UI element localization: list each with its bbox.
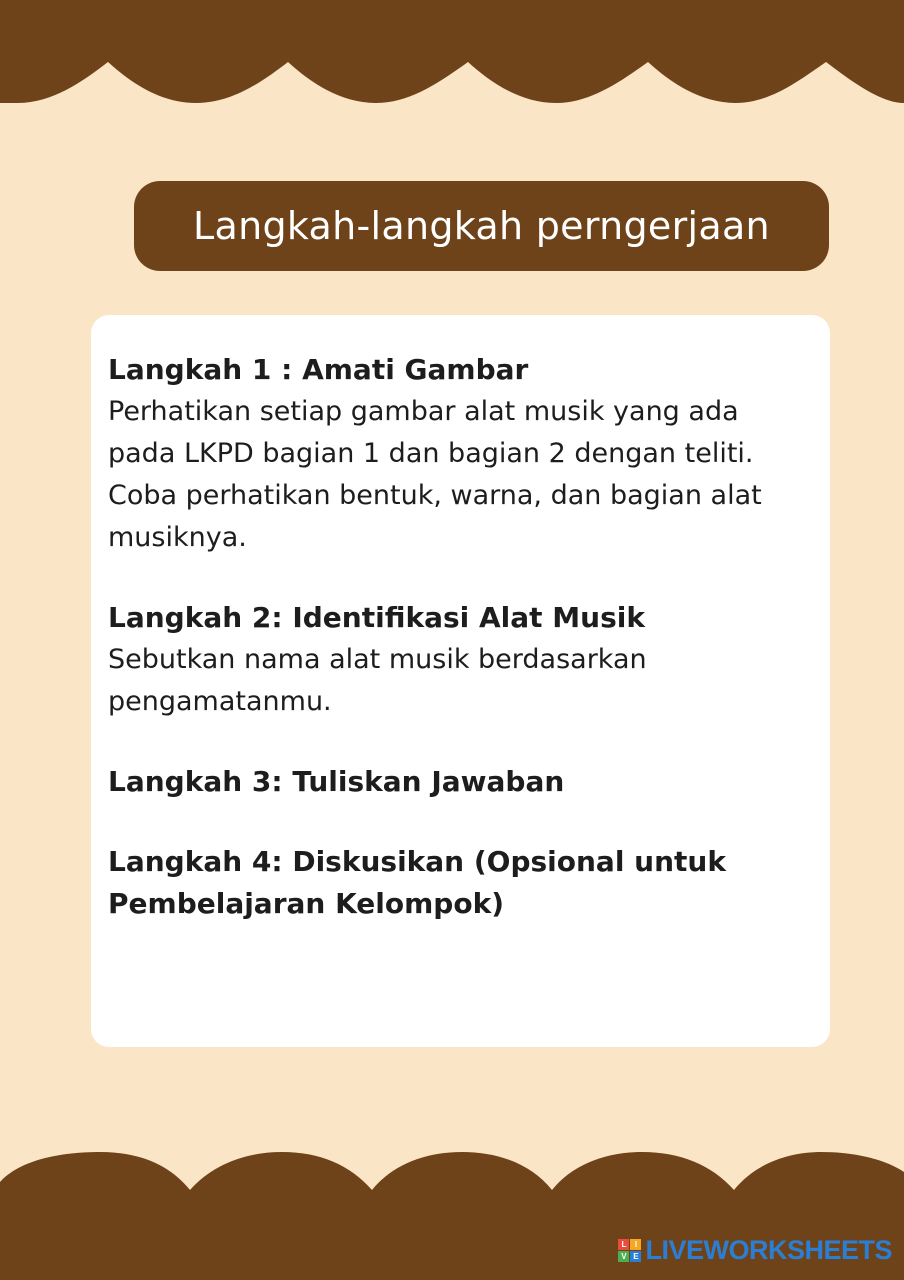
section-title-banner xyxy=(134,181,829,271)
liveworksheets-logo-icon xyxy=(618,1239,641,1262)
step-2 xyxy=(108,597,790,723)
step-2-description: Sebutkan nama alat musik berdasarkan pengamatanmu. xyxy=(108,644,647,717)
logo-letter-v: V xyxy=(618,1251,629,1262)
steps-card xyxy=(91,315,830,1047)
logo-letter-l: L xyxy=(618,1239,629,1250)
top-scallop-border xyxy=(0,0,904,110)
step-2-title: Langkah 2: Identifikasi Alat Musik xyxy=(108,601,645,634)
step-3-title: Langkah 3: Tuliskan Jawaban xyxy=(108,765,565,798)
step-1-description: Perhatikan setiap gambar alat musik yang ada pada LKPD bagian 1 dan bagian 2 dengan teliti. Coba perhatikan bentuk, warna, dan bagian alat musiknya. xyxy=(108,396,762,553)
logo-letter-e: E xyxy=(630,1251,641,1262)
step-1 xyxy=(108,349,790,559)
logo-letter-i: I xyxy=(630,1239,641,1250)
section-title: Langkah-langkah perngerjaan xyxy=(193,204,770,248)
step-3 xyxy=(108,761,790,803)
step-4-title: Langkah 4: Diskusikan (Opsional untuk Pembelajaran Kelompok) xyxy=(108,845,726,920)
step-4 xyxy=(108,841,790,925)
liveworksheets-watermark xyxy=(618,1235,892,1266)
watermark-text: LIVEWORKSHEETS xyxy=(645,1235,892,1265)
step-1-title: Langkah 1 : Amati Gambar xyxy=(108,353,529,386)
